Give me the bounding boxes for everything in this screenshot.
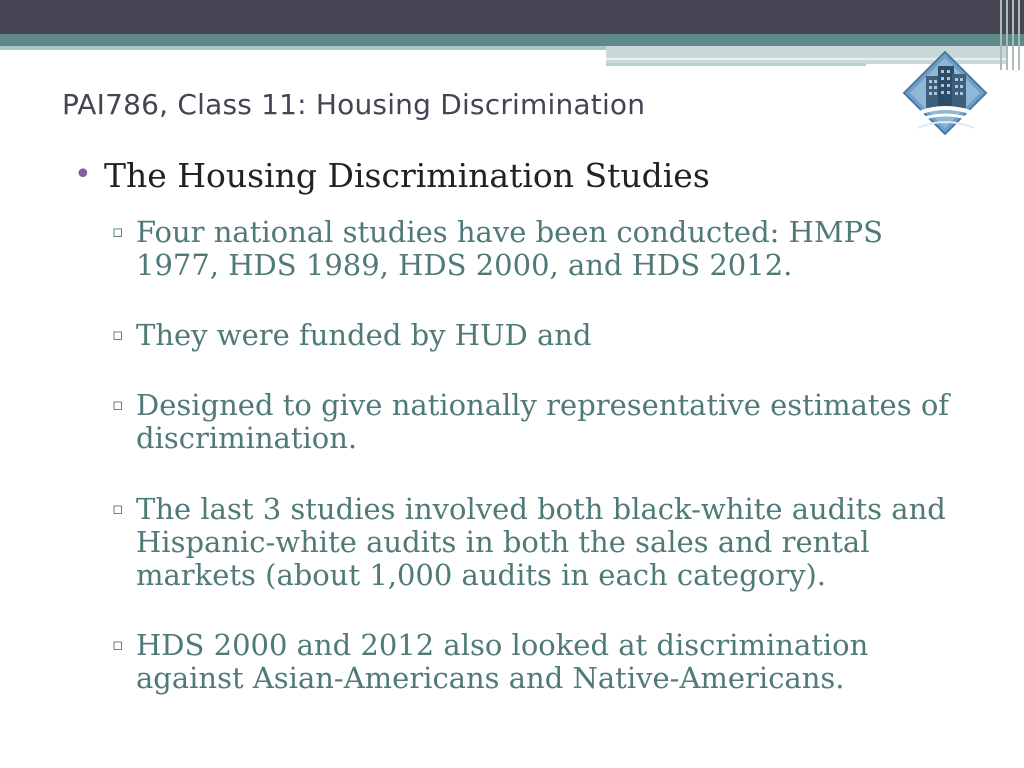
sub-bullet-audits	[74, 493, 968, 592]
sub-bullet-text: The last 3 studies involved both black-white audits and Hispanic-white audits in both the sales and rental markets (about 1,000 audits in each category).	[136, 491, 946, 592]
main-bullet	[74, 158, 974, 194]
header-dark-band	[0, 0, 1024, 34]
sub-bullet-text: HDS 2000 and 2012 also looked at discrimination against Asian-Americans and Native-Americans.	[136, 627, 869, 695]
header-teal-band	[0, 34, 1024, 46]
sub-bullet-design	[74, 389, 968, 455]
square-bullet-icon: ▫	[112, 634, 124, 655]
square-bullet-icon: ▫	[112, 222, 124, 243]
building-logo-icon	[902, 50, 988, 136]
header-light-band-left	[0, 46, 606, 50]
square-bullet-icon: ▫	[112, 395, 124, 416]
sub-bullet-groups	[74, 629, 968, 695]
sub-bullet-text: Four national studies have been conducted: HMPS 1977, HDS 1989, HDS 2000, and HDS 2012.	[136, 215, 883, 283]
header-divider-line-secondary	[606, 63, 866, 66]
square-bullet-icon: ▫	[112, 498, 124, 519]
slide-title: PAI786, Class 11: Housing Discrimination	[62, 88, 646, 121]
sub-bullet-text: They were funded by HUD and	[136, 318, 592, 353]
square-bullet-icon: ▫	[112, 325, 124, 346]
sub-bullet-studies	[74, 216, 968, 282]
sub-bullet-funding	[74, 319, 968, 352]
bullet-dot-icon: •	[74, 157, 92, 192]
slide-content	[74, 158, 974, 732]
header-vertical-stripes	[996, 0, 1024, 70]
main-bullet-text: The Housing Discrimination Studies	[104, 156, 710, 195]
sub-bullet-text: Designed to give nationally representative estimates of discrimination.	[136, 388, 950, 456]
